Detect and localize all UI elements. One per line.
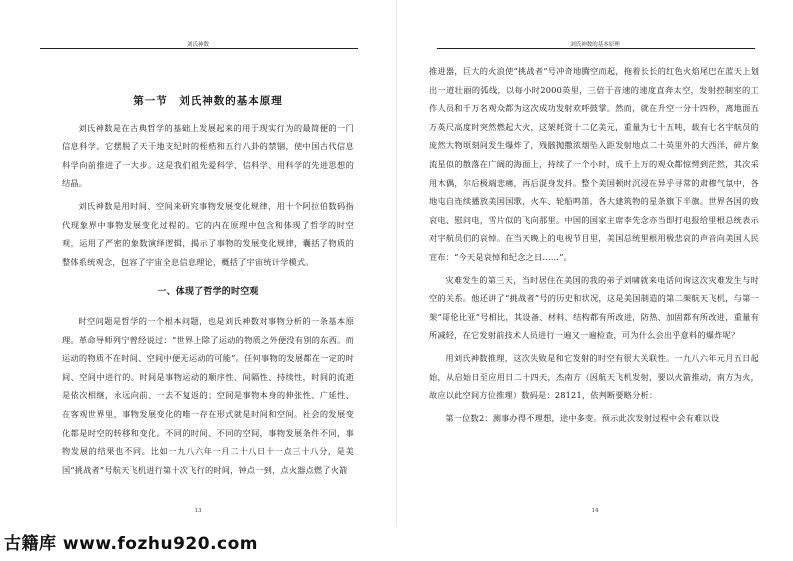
- paragraph: 第一位数2：测事办得不理想，途中多变。预示此次发射过程中会有难以设: [445, 412, 720, 423]
- right-page: [397, 0, 793, 525]
- page-number: 14: [591, 508, 599, 514]
- paragraph: 刘氏神数是在古典哲学的基础上发展起来的用于现实行为的最简便的一门信息科学。它摆脱了天干地支纪时的桎梏和五行八卦的禁锢，使中国古代信息科学向前推进了一大步。这是我们祖先爱科学、信科学、用科学的先进思想的结晶。: [62, 122, 354, 189]
- left-page: [0, 0, 396, 525]
- paragraph: 用刘氏神数推理，这次失败是和它发射的时空有很大关联性。一九八六年元月五日起始，从启始日至应用日二十四天，杰南方（因航天飞机发射，要以火箭推动，南方为火，故应以此空间方位推理）数码是：28121，依判断要略分析：: [429, 352, 759, 401]
- paragraph: 灾难发生的第三天，当时居住在美国的我的弟子刘啸就来电话问询这次灾难发生与时空的关系。他还讲了“挑战者”号的历史和状况，这是美国制造的第二架航天飞机，与第一架“哥伦比亚”号相比，其设备、材料、结构都有所改进，防热、加固都有所改进，重量有所减轻，在它发射前技术人员进行一遍又一遍检查，可为什么会出乎意料的爆炸呢？: [429, 274, 759, 341]
- site-brand[interactable]: 古籍库 www.fozhu920.com: [4, 534, 258, 554]
- page-number: 13: [194, 508, 202, 514]
- running-head: 刘氏神数的基本原理: [570, 42, 620, 48]
- subsection-title: 一、体现了哲学的时空观: [157, 287, 259, 298]
- page-body: [429, 62, 759, 431]
- page-body: [62, 92, 354, 483]
- footer-banner: [0, 525, 793, 561]
- running-head: 刘氏神数: [186, 42, 209, 48]
- paragraph: 刘氏神数是用时间、空间来研究事物发展变化规律，用十个阿拉伯数码指代现象界中事物发展变化过程的。它的内在原理中包含和体现了哲学的时空观，运用了严密的象数演绎逻辑，揭示了事物的发展变化规律，囊括了物质的整体系统观念，包容了宇宙全息信息理论，概括了宇宙统计学模式。: [62, 200, 354, 267]
- header-rule: [40, 48, 358, 49]
- paragraph: 推进器，巨大的火浪使“挑战者”号冲奇地腾空而起，拖着长长的红色火焰尾巴在蓝天上划出一道壮丽的弧线，以每小时2000英里，三倍于音速的速度直奔太空，发射控制室的工作人员和千万名观众都为这次成功发射欢呼鼓掌。然而，就在升空一分十四秒，离地面五万英尺高度时突然燃起大火，这架耗资十二亿美元，重量为七十五吨，载有七名宇航员的庞然大物顷刻间发生爆炸了，残骸抛撒浓烟坠入距发射地点二十英里外的大西洋，碎片象流星似的散落在广阔的海面上，持续了一个小时，成千上万的观众都惊愕到茫然，其次采用木偶，尔后极端悲痛，再后混身发抖。整个美国顿时沉浸在异乎寻常的肃穆气氛中，各地屯自连续播放美国国歌，火车、轮船鸣笛，各大建筑物的星条旗下半旗。世界各国的致哀电、慰问电，雪片似的飞向那里。中国的国家主席李先念亦当即打电报给里根总统表示对宇航员们的哀悼。在当天晚上的电视节目里，美国总统里根用极悲哀的声音向美国人民宣布：“今天是哀悼和纪念之日……”。: [429, 66, 759, 262]
- section-title: 第一节 刘氏神数的基本原理: [133, 95, 283, 107]
- paragraph: 时空问题是哲学的一个根本问题，也是刘氏神数对事物分析的一条基本原理。革命导师列宁曾经说过：“世界上除了运动的物质之外便没有别的东西。而运动的物质不在时间、空间中便无运动的可能”。任何事物的发展都在一定的时间、空间中进行的。时间是事物运动的顺序性、间隔性、持续性，时间的流逝是依次相继，永远向前、一去不复返的；空间是事物本身的伸张性、广延性、在客观世界里，事物发展变化的唯一存在形式就是时间和空间。社会的发展变化都是时空的转移和变化。不同的时间、不同的空间，事物发展条件不同，事物发展的结果也不同。比如一九八六年一月二十八日十一点三十八分，是美国“挑战者”号航天飞机进行第十次飞行的时间，钟点一到，点火器点燃了火箭: [62, 315, 354, 475]
- header-rule: [437, 48, 755, 49]
